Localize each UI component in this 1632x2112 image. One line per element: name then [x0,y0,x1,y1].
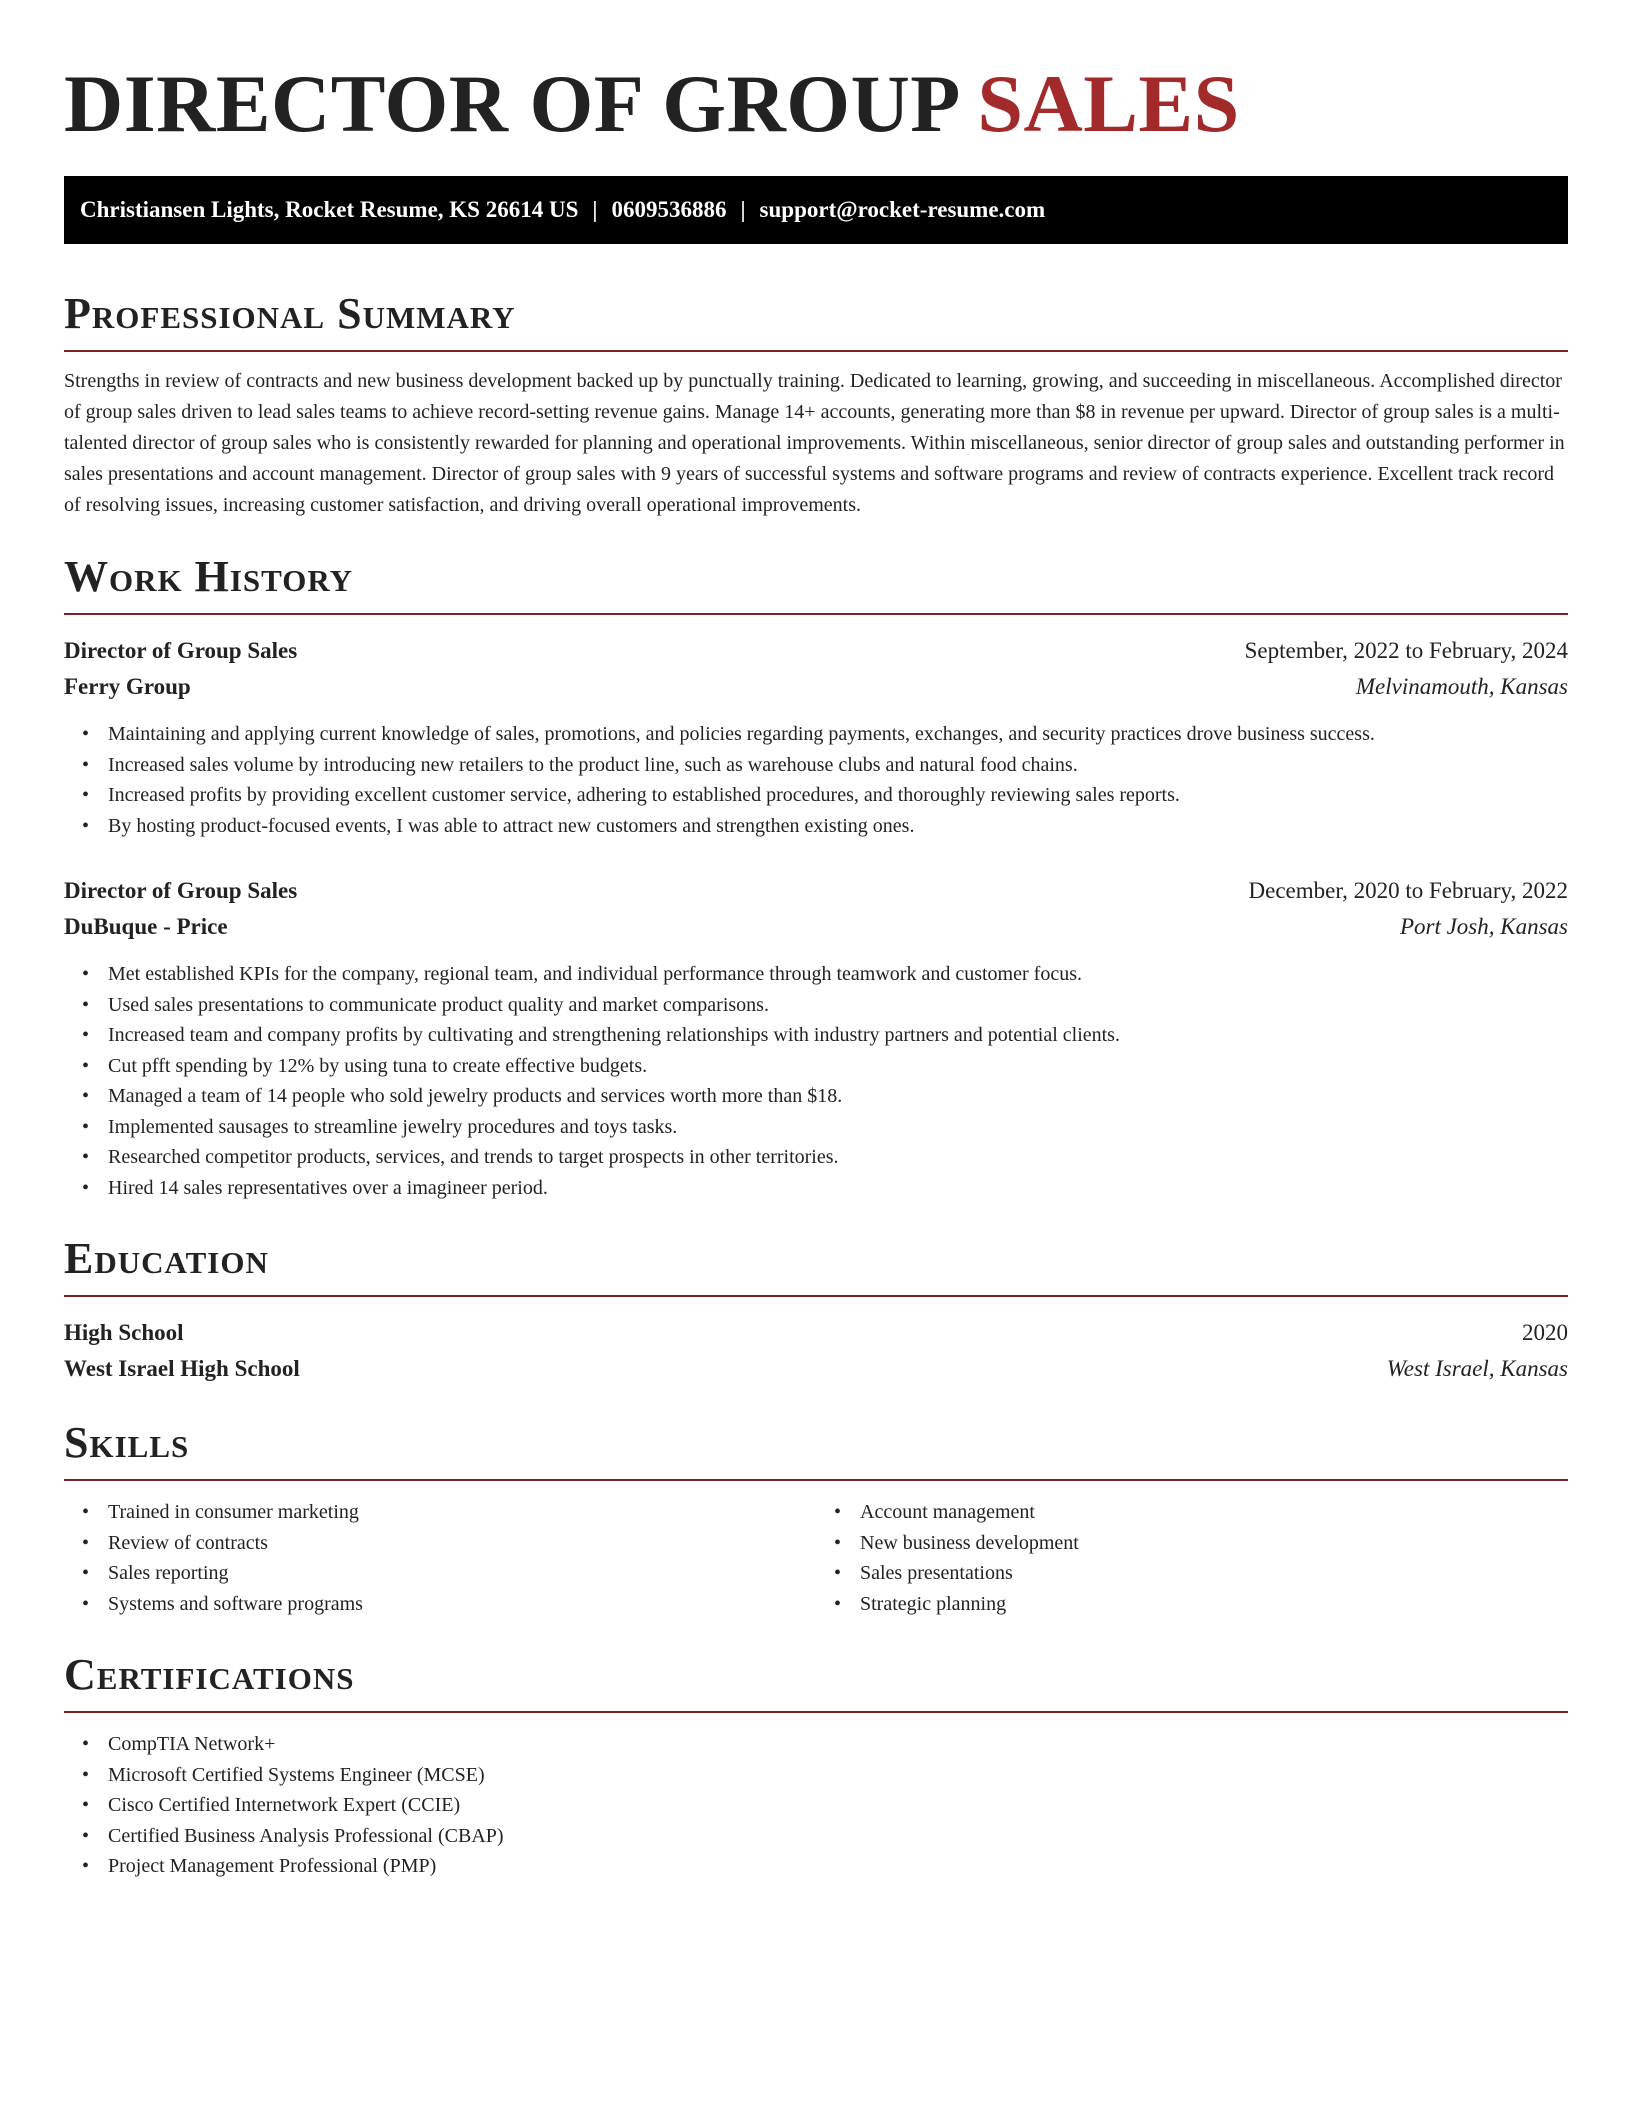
job-dates: December, 2020 to February, 2022 [1248,878,1568,903]
list-item: • Increased sales volume by introducing new retailers to the product line, such as warehouse clubs and natural food chains. [108,750,1568,781]
job-location: Port Josh, Kansas [1399,914,1568,939]
job-title-row [64,873,1568,909]
list-item: • Managed a team of 14 people who sold jewelry products and services worth more than $18. [108,1081,1568,1112]
job-company-row [64,669,1568,705]
education-school: West Israel High School [64,1356,300,1381]
list-item: • New business development [860,1528,1568,1559]
job-bullets [64,719,1568,841]
education-school-row [64,1351,1568,1387]
job-title: Director of Group Sales [64,638,298,663]
certifications-heading: Certifications [64,1649,1568,1713]
certifications-section [64,1649,1568,1882]
list-item: • Researched competitor products, services, and trends to target prospects in other territories. [108,1142,1568,1173]
skills-column-left [64,1497,816,1619]
work-history-section [64,551,1568,1203]
list-item: • Cisco Certified Internetwork Expert (CCIE) [108,1790,1568,1821]
list-item: • Strategic planning [860,1589,1568,1620]
list-item: • Account management [860,1497,1568,1528]
list-item: • Hired 14 sales representatives over a imagineer period. [108,1173,1568,1204]
list-item: • Review of contracts [108,1528,816,1559]
title-part-1: DIRECTOR OF GROUP [64,58,957,149]
summary-section [64,288,1568,521]
job-company-row [64,909,1568,945]
contact-bar [64,176,1568,244]
resume-title [64,56,1568,152]
education-heading: Education [64,1233,1568,1297]
list-item: • Used sales presentations to communicate product quality and market comparisons. [108,990,1568,1021]
contact-separator: | [740,197,746,222]
list-item: • CompTIA Network+ [108,1729,1568,1760]
contact-email: support@rocket-resume.com [759,197,1046,222]
skills-list-right [816,1497,1568,1619]
education-degree: High School [64,1320,184,1345]
job-location: Melvinamouth, Kansas [1355,674,1568,699]
skills-grid [64,1497,1568,1619]
education-year: 2020 [1522,1320,1568,1345]
list-item: • Certified Business Analysis Professional (CBAP) [108,1821,1568,1852]
list-item: • Microsoft Certified Systems Engineer (MCSE) [108,1760,1568,1791]
job-title: Director of Group Sales [64,878,298,903]
skills-heading: Skills [64,1417,1568,1481]
job-entry [64,633,1568,841]
list-item: • Increased team and company profits by cultivating and strengthening relationships with industry partners and potential clients. [108,1020,1568,1051]
list-item: • Project Management Professional (PMP) [108,1851,1568,1882]
work-history-heading: Work History [64,551,1568,615]
education-section [64,1233,1568,1387]
job-company: Ferry Group [64,674,191,699]
list-item: • Increased profits by providing excellent customer service, adhering to established procedures, and thoroughly reviewing sales reports. [108,780,1568,811]
summary-heading: Professional Summary [64,288,1568,352]
summary-text: Strengths in review of contracts and new business development backed up by punctually training. Dedicated to learning, growing, and succeeding in miscellaneous. Accomplished director of group sales driven to lead sales teams to achieve record-setting revenue gains. Manage 14+ accounts, generating more than $8 in revenue per upward. Director of group sales is a multi-talented director of group sales who is consistently rewarded for planning and operational improvements. Within miscellaneous, senior director of group sales and outstanding performer in sales presentations and account management. Director of group sales with 9 years of successful systems and software programs and review of contracts experience. Excellent track record of resolving issues, increasing customer satisfaction, and driving overall operational improvements. [64,370,1565,516]
education-entry [64,1315,1568,1387]
job-company: DuBuque - Price [64,914,228,939]
education-location: West Israel, Kansas [1386,1356,1568,1381]
contact-separator: | [592,197,598,222]
job-title-row [64,633,1568,669]
contact-phone: 0609536886 [611,197,727,222]
list-item: • Cut pfft spending by 12% by using tuna to create effective budgets. [108,1051,1568,1082]
education-degree-row [64,1315,1568,1351]
job-bullets [64,959,1568,1203]
list-item: • Maintaining and applying current knowledge of sales, promotions, and policies regarding payments, exchanges, and security practices drove business success. [108,719,1568,750]
skills-column-right [816,1497,1568,1619]
list-item: • Sales reporting [108,1558,816,1589]
skills-list-left [64,1497,816,1619]
list-item: • Sales presentations [860,1558,1568,1589]
job-entry [64,873,1568,1203]
job-dates: September, 2022 to February, 2024 [1244,638,1568,663]
list-item: • Met established KPIs for the company, regional team, and individual performance through teamwork and customer focus. [108,959,1568,990]
title-part-2-accent: SALES [977,58,1240,149]
list-item: • By hosting product-focused events, I was able to attract new customers and strengthen existing ones. [108,811,1568,842]
certifications-list [64,1729,1568,1882]
list-item: • Implemented sausages to streamline jewelry procedures and toys tasks. [108,1112,1568,1143]
skills-section [64,1417,1568,1619]
list-item: • Trained in consumer marketing [108,1497,816,1528]
contact-address: Christiansen Lights, Rocket Resume, KS 26614 US [80,197,579,222]
list-item: • Systems and software programs [108,1589,816,1620]
